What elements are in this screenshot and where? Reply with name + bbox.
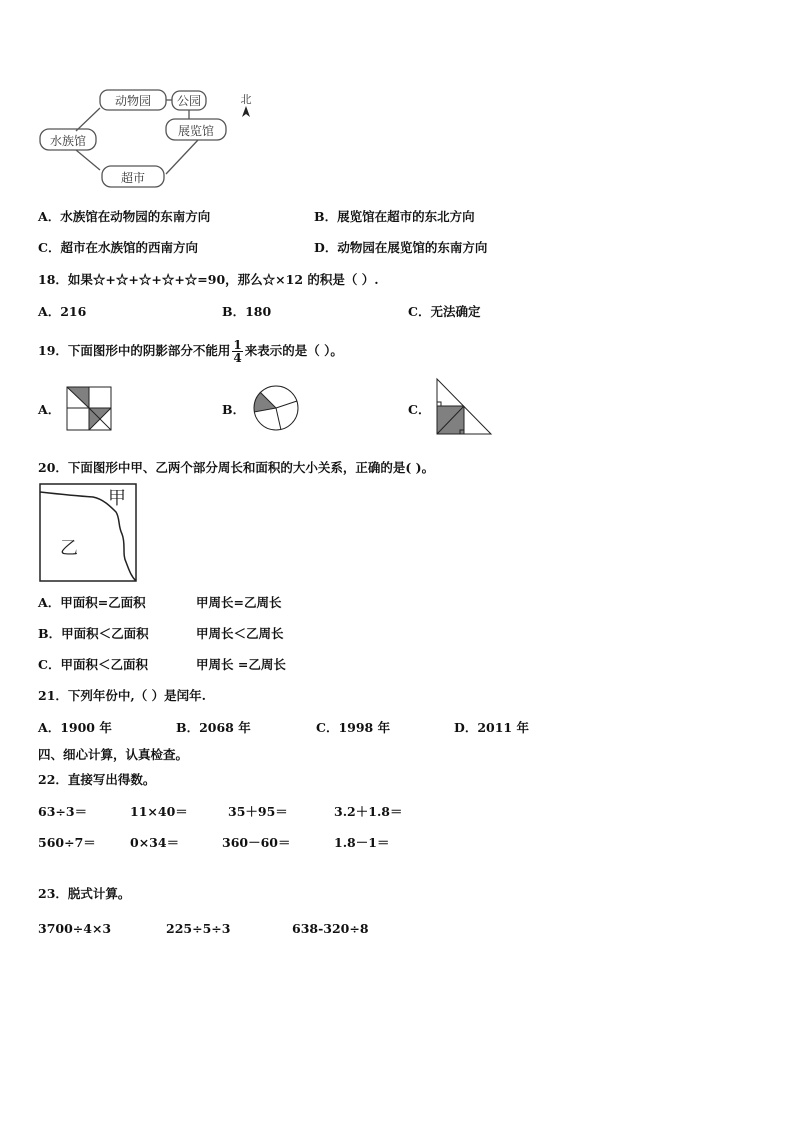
q18-option-a: A．216 <box>38 304 87 319</box>
q18-question: 18．如果☆+☆+☆+☆+☆=90，那么☆×12 的积是（ ）. <box>38 272 379 287</box>
q22-item: 63÷3＝ <box>38 804 88 819</box>
q21-question: 21．下列年份中,（ ）是闰年. <box>38 688 206 703</box>
q19-label-b: B． <box>222 402 246 417</box>
q22-item: 0×34＝ <box>130 835 180 850</box>
q22-item: 1.8－1＝ <box>334 835 390 850</box>
q17-option-d: D．动物园在展览馆的东南方向 <box>314 240 488 255</box>
q22-item: 11×40＝ <box>130 804 188 819</box>
q18-option-b: B．180 <box>222 304 272 319</box>
q22-item: 35＋95＝ <box>228 804 288 819</box>
q21-option-b: B．2068 年 <box>176 720 251 735</box>
map-place-park: 公园 <box>176 94 202 108</box>
q20-option-c-area: C．甲面积＜乙面积 <box>38 657 148 672</box>
q22-item: 3.2＋1.8＝ <box>334 804 403 819</box>
q20-option-a-perimeter: 甲周长=乙周长 <box>196 595 282 610</box>
q23-item: 3700÷4×3 <box>38 921 112 936</box>
q19-label-c: C． <box>408 402 431 417</box>
q19-label-a: A． <box>38 402 61 417</box>
q20-label-jia: 甲 <box>108 488 126 509</box>
q19-question-post: 来表示的是（ ）。 <box>244 343 343 358</box>
q21-option-d: D．2011 年 <box>454 720 529 735</box>
q20-question: 20．下面图形中甲、乙两个部分周长和面积的大小关系，正确的是( )。 <box>38 460 435 475</box>
map-place-exhibition: 展览馆 <box>177 124 215 138</box>
q20-option-a-area: A．甲面积=乙面积 <box>38 595 146 610</box>
q17-option-b: B．展览馆在超市的东北方向 <box>314 209 475 224</box>
direction-map-figure <box>36 86 266 196</box>
q20-option-b-perimeter: 甲周长＜乙周长 <box>196 626 284 641</box>
q23-question: 23．脱式计算。 <box>38 886 131 901</box>
q20-option-c-perimeter: 甲周长 =乙周长 <box>196 657 286 672</box>
q18-option-c: C．无法确定 <box>408 304 481 319</box>
q19-fraction <box>232 339 242 364</box>
map-place-supermarket: 超市 <box>120 171 146 185</box>
q19-figure-c-triangle <box>433 376 495 438</box>
map-place-aquarium: 水族馆 <box>49 134 87 148</box>
q23-item: 225÷5÷3 <box>166 921 231 936</box>
q20-figure <box>38 482 138 584</box>
q22-item: 360－60＝ <box>222 835 291 850</box>
q19-figure-b-circle <box>250 383 302 433</box>
q17-option-c: C．超市在水族馆的西南方向 <box>38 240 198 255</box>
q21-option-a: A．1900 年 <box>38 720 112 735</box>
section-4-title: 四、细心计算，认真检查。 <box>38 747 189 762</box>
q19-question-pre: 19．下面图形中的阴影部分不能用 <box>38 343 231 358</box>
q17-option-a: A．水族馆在动物园的东南方向 <box>38 209 211 224</box>
q19-question <box>38 332 343 370</box>
map-north-label: 北 <box>240 93 252 106</box>
q20-option-b-area: B．甲面积＜乙面积 <box>38 626 149 641</box>
q21-option-c: C．1998 年 <box>316 720 391 735</box>
q22-question: 22．直接写出得数。 <box>38 772 156 787</box>
q22-item: 560÷7＝ <box>38 835 96 850</box>
q23-item: 638-320÷8 <box>292 921 369 936</box>
q19-fraction-denominator: 4 <box>233 351 242 365</box>
q19-figure-a-square <box>64 384 114 432</box>
map-place-zoo: 动物园 <box>114 94 152 108</box>
north-arrow-icon <box>242 106 250 117</box>
q19-fraction-numerator: 1 <box>233 338 242 352</box>
q20-label-yi: 乙 <box>60 538 78 559</box>
